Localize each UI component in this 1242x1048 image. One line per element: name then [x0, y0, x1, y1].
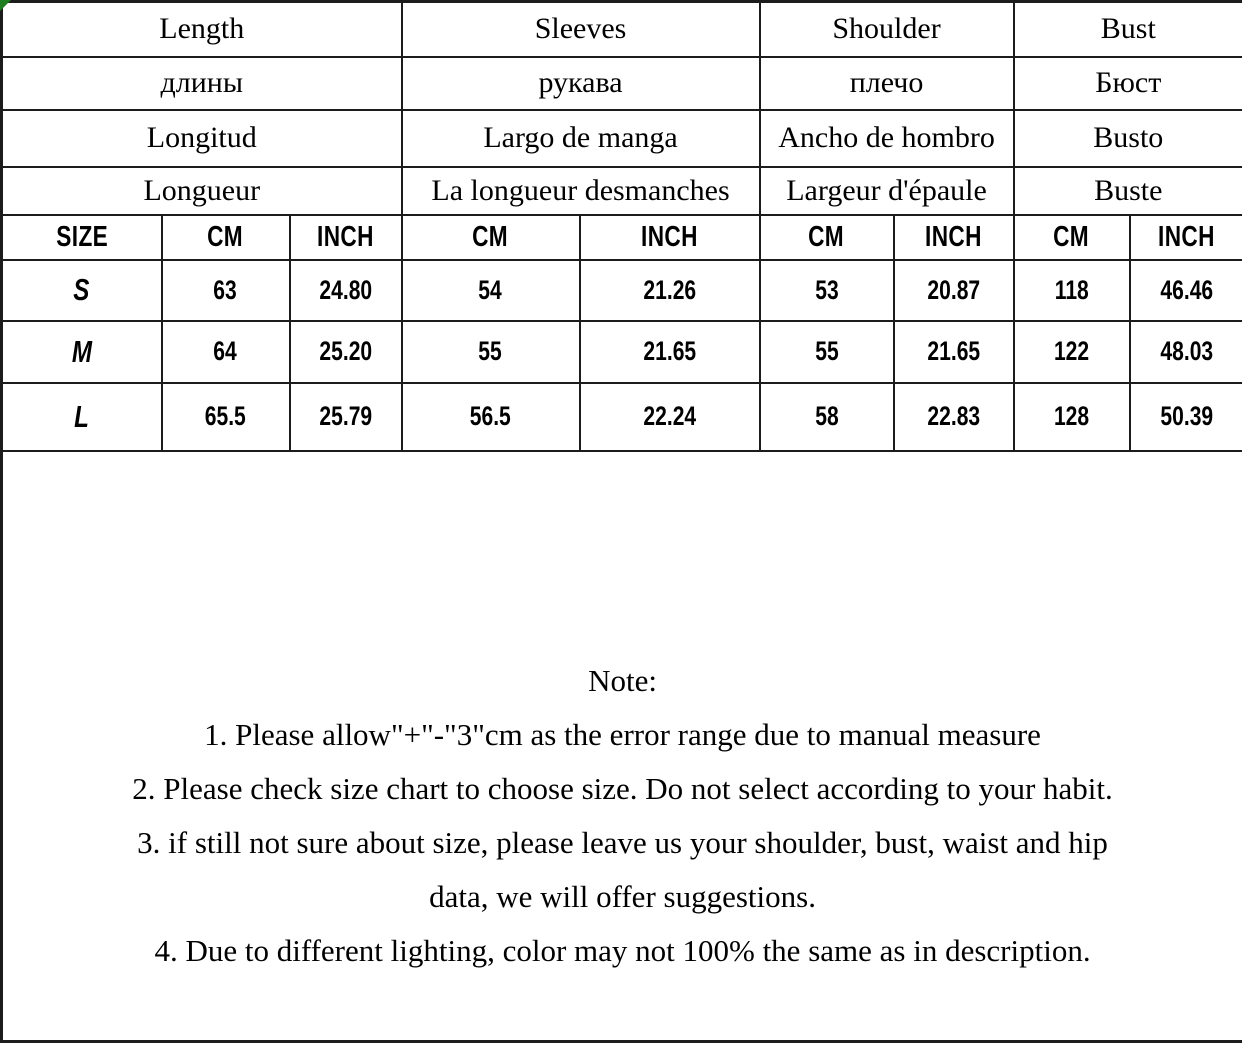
- note-line-2: 2. Please check size chart to choose size. Do not select according to your habit.: [132, 770, 1113, 806]
- header-row-spanish: [2, 110, 1242, 167]
- value-cell: 46.46: [1130, 260, 1242, 321]
- header-length-fr: Longueur: [2, 167, 402, 215]
- value-cell: 64: [162, 321, 290, 383]
- value-cell: 118: [1014, 260, 1130, 321]
- value-cell: 54: [402, 260, 580, 321]
- header-bust-en: Bust: [1014, 2, 1242, 57]
- value-cell: 58: [760, 383, 894, 451]
- size-label: SIZE: [55, 220, 108, 253]
- value-cell: 21.26: [580, 260, 760, 321]
- header-bust-ru: Бюст: [1014, 57, 1242, 110]
- header-shoulder-es: Ancho de hombro: [760, 110, 1014, 167]
- value-cell: 65.5: [162, 383, 290, 451]
- header-sleeves-ru: рукава: [402, 57, 760, 110]
- value-cell: 55: [760, 321, 894, 383]
- value-cell: 22.83: [894, 383, 1014, 451]
- excel-corner-marker-icon: [0, 0, 11, 11]
- value-cell: 20.87: [894, 260, 1014, 321]
- size-cell: S: [2, 260, 162, 321]
- value-cell: 24.80: [290, 260, 402, 321]
- header-bust-es: Busto: [1014, 110, 1242, 167]
- note-line-1: 1. Please allow"+"-"3"cm as the error range due to manual measure: [204, 716, 1041, 752]
- header-sleeves-fr: La longueur desmanches: [402, 167, 760, 215]
- value-cell: 56.5: [402, 383, 580, 451]
- note-line-4: 4. Due to different lighting, color may not 100% the same as in description.: [154, 932, 1091, 968]
- value-cell: 63: [162, 260, 290, 321]
- value-cell: 48.03: [1130, 321, 1242, 383]
- unit-cell-sleeves-inch: INCH: [580, 215, 760, 260]
- header-length-es: Longitud: [2, 110, 402, 167]
- size-cell: M: [2, 321, 162, 383]
- header-shoulder-fr: Largeur d'épaule: [760, 167, 1014, 215]
- note-row: [2, 451, 1242, 1042]
- value-cell: 55: [402, 321, 580, 383]
- unit-cell-bust-cm: CM: [1014, 215, 1130, 260]
- value-cell: 53: [760, 260, 894, 321]
- value-cell: 25.20: [290, 321, 402, 383]
- value-cell: 50.39: [1130, 383, 1242, 451]
- header-row-french: [2, 167, 1242, 215]
- header-sleeves-es: Largo de manga: [402, 110, 760, 167]
- unit-cell-bust-inch: INCH: [1130, 215, 1242, 260]
- value-cell: 122: [1014, 321, 1130, 383]
- unit-cell-sleeves-cm: CM: [402, 215, 580, 260]
- header-shoulder-en: Shoulder: [760, 2, 1014, 57]
- header-row-english: [2, 2, 1242, 57]
- value-cell: 21.65: [894, 321, 1014, 383]
- value-cell: 22.24: [580, 383, 760, 451]
- value-cell: 128: [1014, 383, 1130, 451]
- note-box: [2, 451, 1242, 1042]
- note-title: Note:: [588, 662, 657, 698]
- unit-cell-length-cm: CM: [162, 215, 290, 260]
- header-row-russian: [2, 57, 1242, 110]
- units-row: [2, 215, 1242, 260]
- table-row-size-l: [2, 383, 1242, 451]
- note-line-3-continued: data, we will offer suggestions.: [429, 878, 816, 914]
- note-block: [3, 514, 1242, 978]
- unit-cell-length-inch: INCH: [290, 215, 402, 260]
- table-row-size-s: [2, 260, 1242, 321]
- header-length-ru: длины: [2, 57, 402, 110]
- header-sleeves-en: Sleeves: [402, 2, 760, 57]
- header-bust-fr: Buste: [1014, 167, 1242, 215]
- value-cell: 25.79: [290, 383, 402, 451]
- unit-cell-shoulder-cm: CM: [760, 215, 894, 260]
- header-shoulder-ru: плечо: [760, 57, 1014, 110]
- table-row-size-m: [2, 321, 1242, 383]
- unit-cell-shoulder-inch: INCH: [894, 215, 1014, 260]
- size-cell: L: [2, 383, 162, 451]
- header-length-en: Length: [2, 2, 402, 57]
- size-column-header: [2, 215, 162, 260]
- value-cell: 21.65: [580, 321, 760, 383]
- note-line-3: 3. if still not sure about size, please leave us your shoulder, bust, waist and hip: [137, 824, 1108, 860]
